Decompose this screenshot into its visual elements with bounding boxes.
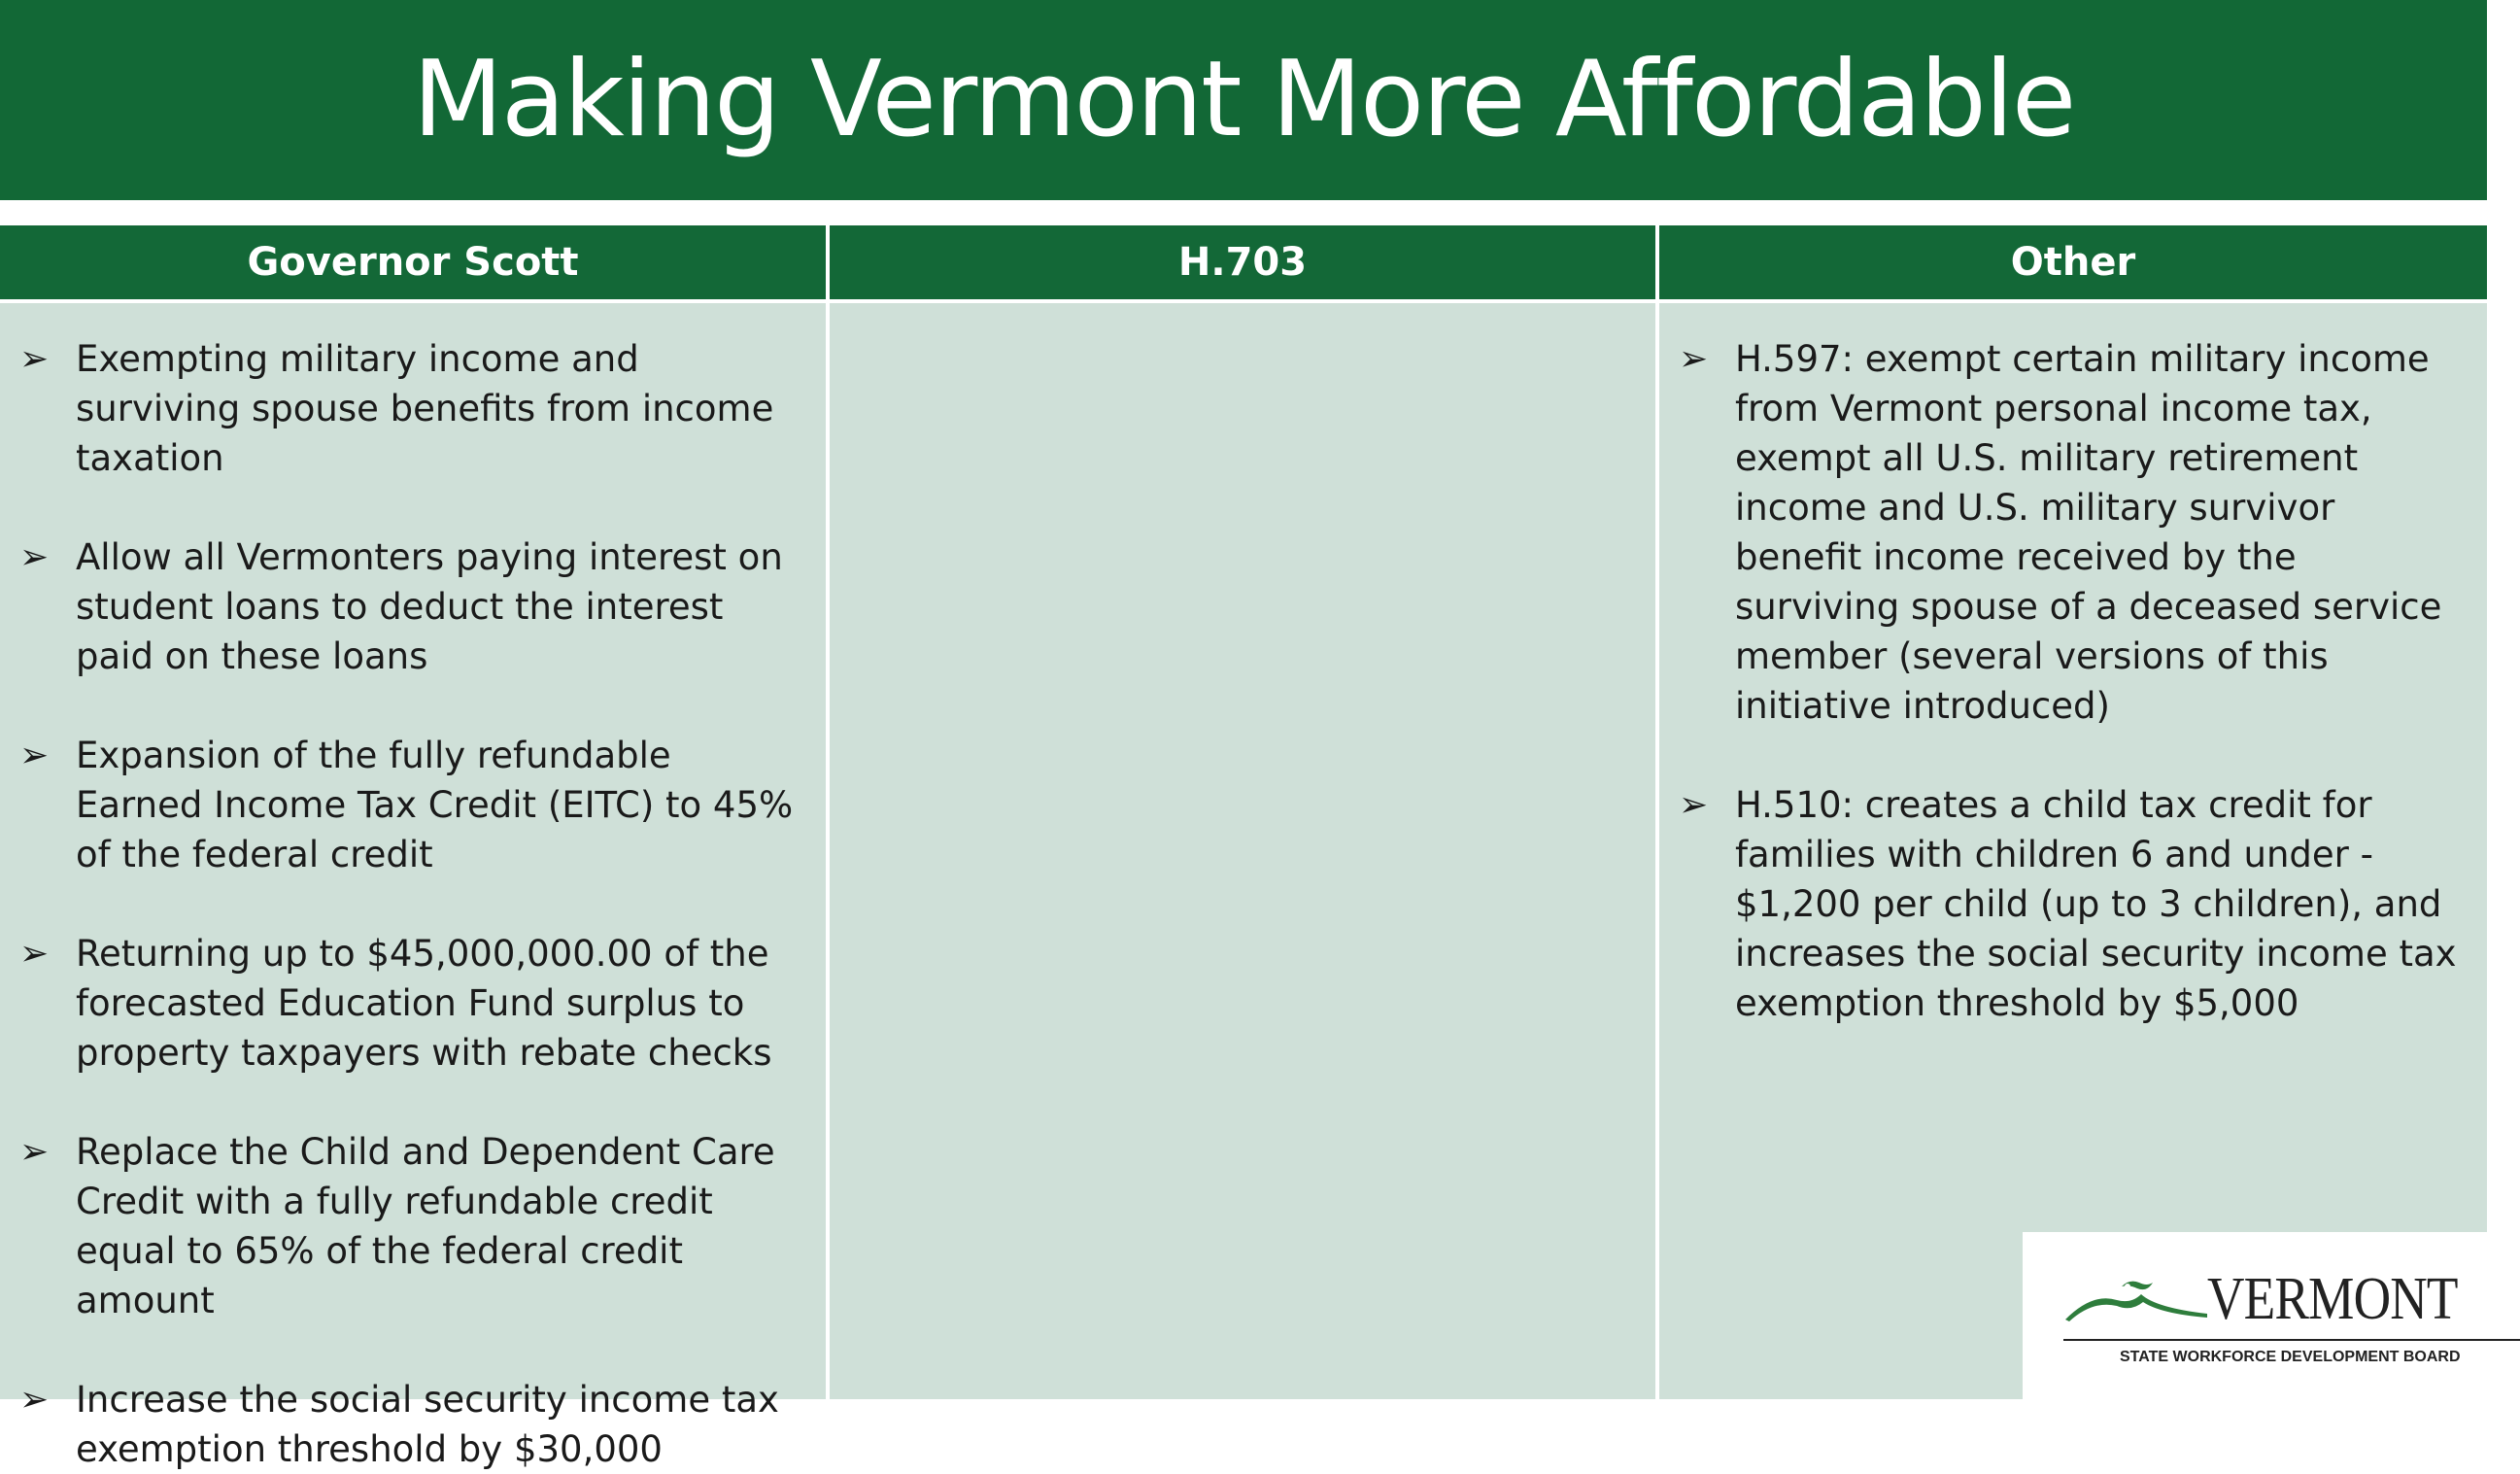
bullet-text: Exempting military income and surviving spouse benefits from income taxation xyxy=(76,338,774,479)
bullet-text: Allow all Vermonters paying interest on student loans to deduct the interest paid on these loans xyxy=(76,536,783,677)
arrowhead-bullet-icon: ➢ xyxy=(1679,785,1709,825)
list-item xyxy=(1679,780,2468,1028)
h703-cell xyxy=(830,303,1655,1399)
header-h703: H.703 xyxy=(830,225,1655,299)
table-header-row xyxy=(0,225,2487,299)
logo-divider xyxy=(2063,1339,2520,1341)
title-bar xyxy=(0,0,2487,200)
list-item xyxy=(19,1375,806,1474)
list-item xyxy=(19,1127,806,1325)
logo-wordmark: VERMONT xyxy=(2207,1266,2458,1332)
slide-title: Making Vermont More Affordable xyxy=(412,39,2075,160)
other-list xyxy=(1679,334,2468,1028)
arrowhead-bullet-icon: ➢ xyxy=(19,339,50,379)
list-item xyxy=(19,929,806,1078)
list-item xyxy=(1679,334,2468,731)
list-item xyxy=(19,334,806,483)
arrowhead-bullet-icon: ➢ xyxy=(1679,339,1709,379)
bullet-text: Returning up to $45,000,000.00 of the forecasted Education Fund surplus to property taxpayers with rebate checks xyxy=(76,933,772,1074)
arrowhead-bullet-icon: ➢ xyxy=(19,537,50,577)
bullet-text: Increase the social security income tax exemption threshold by $30,000 xyxy=(76,1379,779,1470)
logo-subtitle: STATE WORKFORCE DEVELOPMENT BOARD xyxy=(2120,1349,2461,1365)
bullet-text: H.597: exempt certain military income from Vermont personal income tax, exempt all U.S. military retirement income and U.S. military survivor benefit income received by the surviving spouse of a deceased service member (several versions of this initiative introduced) xyxy=(1735,338,2442,727)
list-item xyxy=(19,532,806,681)
vermont-logo xyxy=(2023,1232,2487,1399)
list-item xyxy=(19,731,806,879)
governor-scott-list xyxy=(19,334,806,1474)
arrowhead-bullet-icon: ➢ xyxy=(19,736,50,775)
header-governor-scott: Governor Scott xyxy=(0,225,826,299)
mountain-logo-icon xyxy=(2063,1273,2209,1331)
arrowhead-bullet-icon: ➢ xyxy=(19,1132,50,1172)
header-other: Other xyxy=(1659,225,2487,299)
bullet-text: Replace the Child and Dependent Care Credit with a fully refundable credit equal to 65% of the federal credit amount xyxy=(76,1131,775,1321)
comparison-table xyxy=(0,225,2487,1470)
governor-scott-cell xyxy=(0,303,826,1470)
bullet-text: Expansion of the fully refundable Earned Income Tax Credit (EITC) to 45% of the federal credit xyxy=(76,735,794,875)
arrowhead-bullet-icon: ➢ xyxy=(19,934,50,974)
bullet-text: H.510: creates a child tax credit for families with children 6 and under - $1,200 per child (up to 3 children), and increases the social security income tax exemption threshold by $5,000 xyxy=(1735,784,2457,1024)
arrowhead-bullet-icon: ➢ xyxy=(19,1380,50,1420)
